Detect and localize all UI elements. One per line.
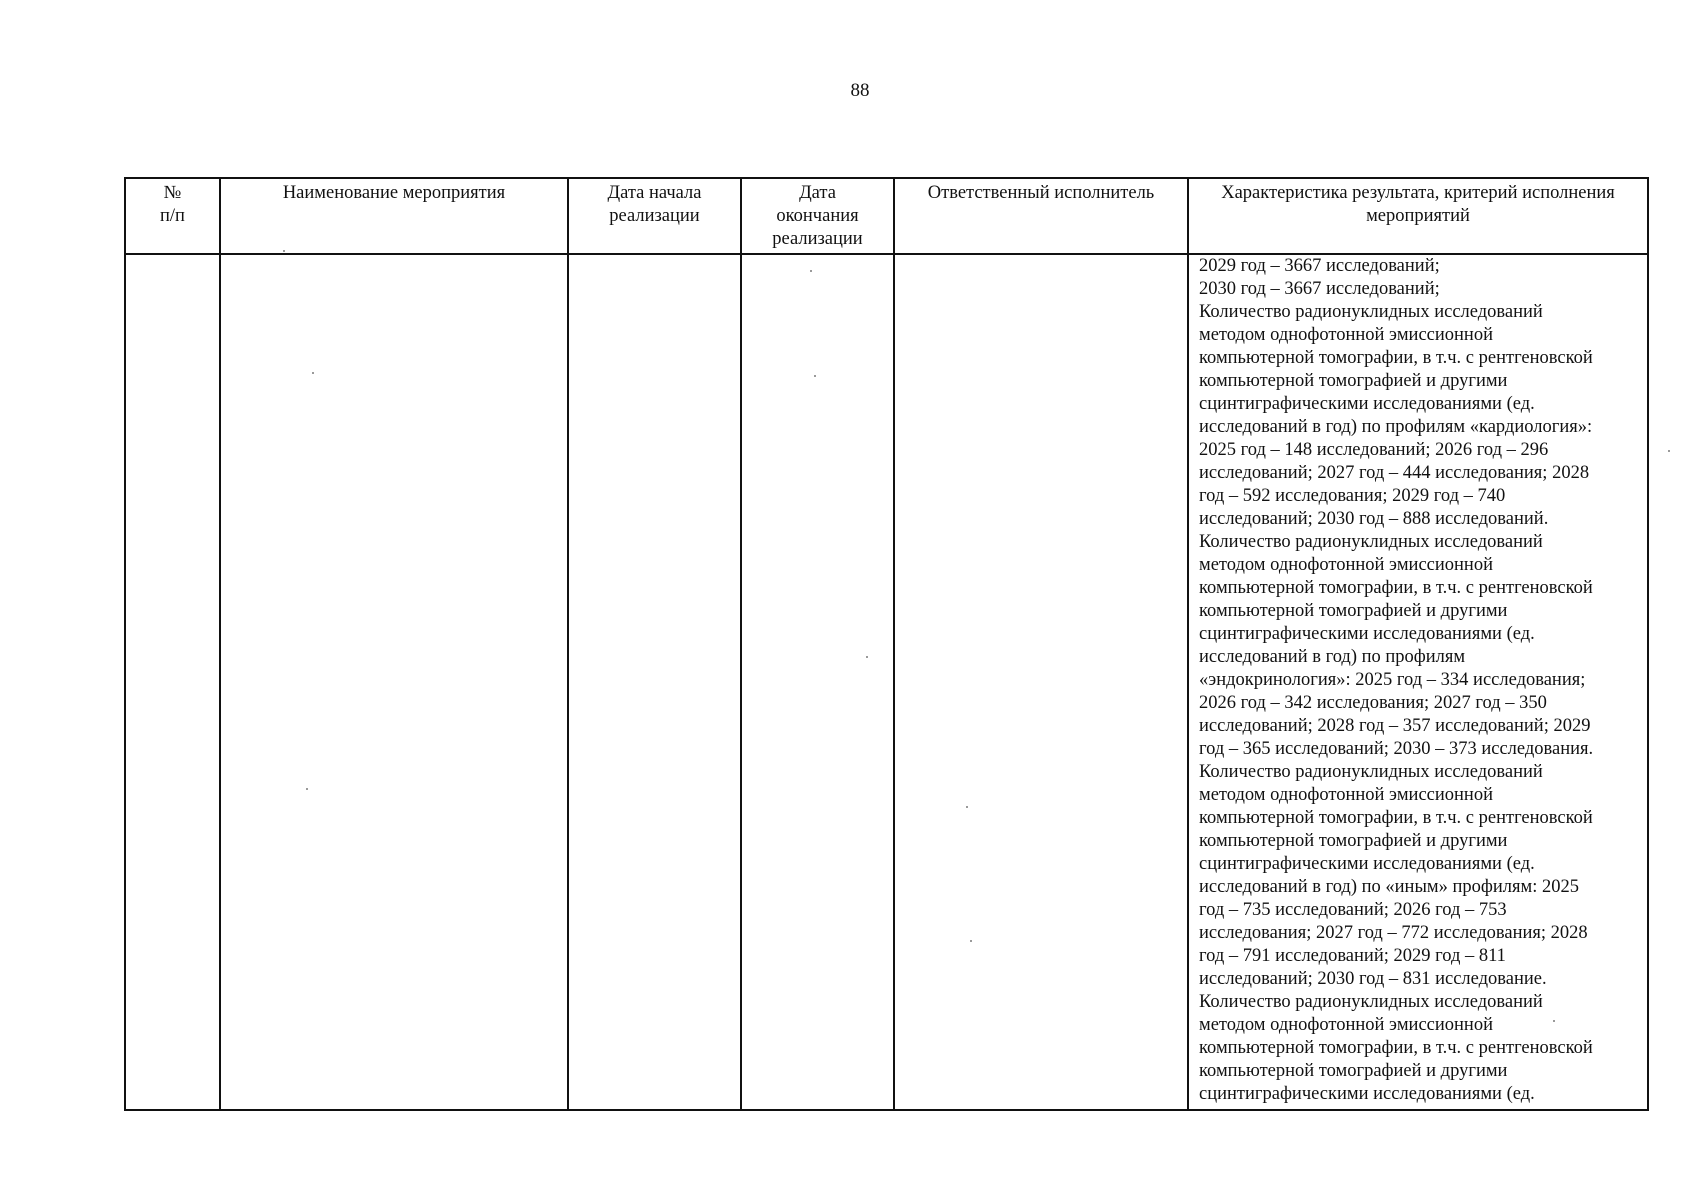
- result-line: 2026 год – 342 исследования; 2027 год – 350: [1199, 693, 1547, 713]
- result-line: год – 365 исследований; 2030 – 373 исследования.: [1199, 739, 1594, 759]
- header-start-line1: Дата начала: [607, 183, 702, 203]
- header-number-line2: п/п: [160, 206, 185, 226]
- result-line: сцинтиграфическими исследованиями (ед.: [1199, 394, 1535, 414]
- header-end-line2: окончания: [776, 206, 859, 226]
- header-result: [1188, 178, 1648, 254]
- scan-speck: [1553, 1020, 1555, 1022]
- cell-start-date: [568, 254, 741, 1110]
- scan-speck: [1668, 450, 1670, 452]
- measures-table: [124, 177, 1649, 1111]
- result-line: исследований в год) по профилям «кардиология»:: [1199, 417, 1593, 437]
- header-number-line1: №: [163, 183, 182, 203]
- scan-speck: [966, 806, 968, 808]
- result-line: методом однофотонной эмиссионной: [1199, 555, 1493, 575]
- scan-speck: [814, 375, 816, 377]
- result-line: сцинтиграфическими исследованиями (ед.: [1199, 854, 1535, 874]
- result-line: год – 592 исследования; 2029 год – 740: [1199, 486, 1506, 506]
- header-number: [125, 178, 220, 254]
- cell-responsible: [894, 254, 1188, 1110]
- result-line: сцинтиграфическими исследованиями (ед.: [1199, 1084, 1535, 1104]
- header-responsible-text: Ответственный исполнитель: [927, 183, 1155, 203]
- cell-result: [1188, 254, 1648, 1110]
- cell-name: [220, 254, 568, 1110]
- header-end-line3: реализации: [772, 229, 863, 249]
- result-line: исследований; 2027 год – 444 исследования; 2028: [1199, 463, 1590, 483]
- page-number: 88: [850, 80, 870, 101]
- cell-end-date: [741, 254, 894, 1110]
- result-line: 2025 год – 148 исследований; 2026 год – 296: [1199, 440, 1549, 460]
- result-line: год – 791 исследований; 2029 год – 811: [1199, 946, 1506, 966]
- result-line: компьютерной томографии, в т.ч. с рентгеновской: [1199, 1038, 1593, 1058]
- result-line: методом однофотонной эмиссионной: [1199, 325, 1493, 345]
- scan-speck: [970, 940, 972, 942]
- result-line: исследований; 2030 год – 831 исследование.: [1199, 969, 1547, 989]
- scan-speck: [312, 372, 314, 374]
- result-line: компьютерной томографией и другими: [1199, 831, 1508, 851]
- table-row: [125, 254, 1648, 1110]
- header-result-line2: мероприятий: [1366, 206, 1470, 226]
- result-line: методом однофотонной эмиссионной: [1199, 1015, 1493, 1035]
- result-line: Количество радионуклидных исследований: [1199, 762, 1543, 782]
- scan-speck: [283, 250, 285, 252]
- result-line: компьютерной томографии, в т.ч. с рентгеновской: [1199, 808, 1593, 828]
- header-responsible: [894, 178, 1188, 254]
- result-line: исследований; 2028 год – 357 исследований; 2029: [1199, 716, 1591, 736]
- scan-speck: [810, 270, 812, 272]
- result-line: 2029 год – 3667 исследований;: [1199, 256, 1440, 276]
- result-line: исследования; 2027 год – 772 исследования; 2028: [1199, 923, 1588, 943]
- result-line: сцинтиграфическими исследованиями (ед.: [1199, 624, 1535, 644]
- result-line: исследований в год) по профилям: [1199, 647, 1466, 667]
- result-line: исследований в год) по «иным» профилям: 2025: [1199, 877, 1579, 897]
- result-line: компьютерной томографии, в т.ч. с рентгеновской: [1199, 578, 1593, 598]
- header-name: [220, 178, 568, 254]
- result-line: Количество радионуклидных исследований: [1199, 302, 1543, 322]
- header-start-date: [568, 178, 741, 254]
- result-line: исследований; 2030 год – 888 исследований.: [1199, 509, 1549, 529]
- result-line: год – 735 исследований; 2026 год – 753: [1199, 900, 1507, 920]
- result-line: Количество радионуклидных исследований: [1199, 992, 1543, 1012]
- header-name-text: Наименование мероприятия: [282, 183, 506, 203]
- scan-speck: [306, 788, 308, 790]
- result-line: «эндокринология»: 2025 год – 334 исследования;: [1199, 670, 1586, 690]
- result-line: методом однофотонной эмиссионной: [1199, 785, 1493, 805]
- result-line: компьютерной томографии, в т.ч. с рентгеновской: [1199, 348, 1593, 368]
- result-line: 2030 год – 3667 исследований;: [1199, 279, 1440, 299]
- result-line: Количество радионуклидных исследований: [1199, 532, 1543, 552]
- header-end-line1: Дата: [799, 183, 836, 203]
- header-end-date: [741, 178, 894, 254]
- table-header-row: [125, 178, 1648, 254]
- result-line: компьютерной томографией и другими: [1199, 371, 1508, 391]
- cell-number: [125, 254, 220, 1110]
- result-line: компьютерной томографией и другими: [1199, 601, 1508, 621]
- header-result-line1: Характеристика результата, критерий исполнения: [1221, 183, 1615, 203]
- header-start-line2: реализации: [609, 206, 700, 226]
- scan-speck: [866, 656, 868, 658]
- result-line: компьютерной томографией и другими: [1199, 1061, 1508, 1081]
